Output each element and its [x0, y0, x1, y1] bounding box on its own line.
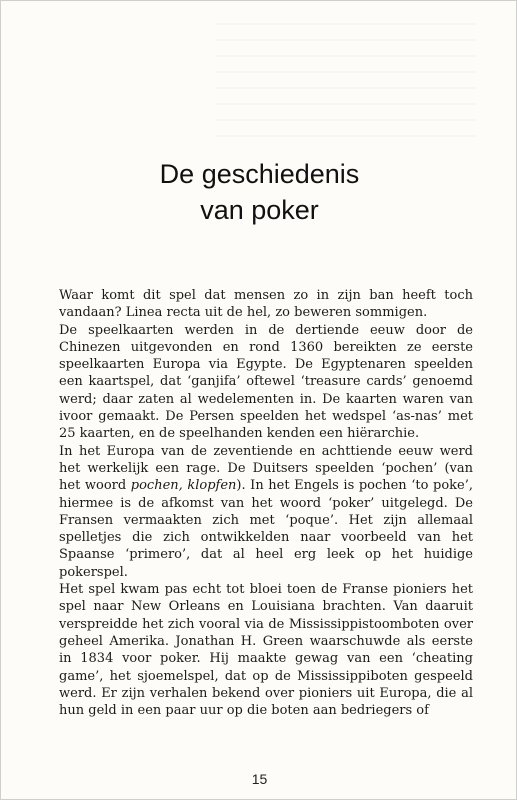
page-number: 15 — [251, 771, 268, 787]
paragraph-3-italic-term: pochen, klopfen — [130, 478, 237, 494]
chapter-title — [1, 156, 517, 228]
body-text — [59, 287, 473, 719]
chapter-title-line-2: van poker — [200, 195, 319, 225]
paragraph-2-text: De speelkaarten werden in de dertiende eeuw door de Chinezen uitgevonden en rond 1360 bereikten ze eerste speelkaarten Europa via Egypte. De Egyptenaren speelden een kaartspel, dat ‘ganjifa’ oftewel ‘treasure cards’ genoemd werd; daar zaten al wedelementen in. De kaarten waren van ivoor gemaakt. De Persen speelden het wedspel ‘as-nas’ met 25 kaarten, en de speelhanden kenden een hiërarchie. — [59, 322, 473, 442]
paragraph-4 — [59, 581, 473, 719]
bleed-through-text — [216, 23, 476, 143]
paragraph-1 — [59, 287, 473, 322]
paragraph-1-text: Waar komt dit spel dat mensen zo in zijn ban heeft toch vandaan? Linea recta uit de hel, zo beweren sommigen. — [59, 288, 473, 321]
paragraph-4-text: Het spel kwam pas echt tot bloei toen de Franse pioniers het spel naar New Orleans en Louisiana brachten. Van daaruit verspreidde het zich vooral via de Mississippistoomboten over geheel Amerika. Jonathan H. Green waarschuwde als eerste in 1834 voor poker. Hij maakte gewag van een ‘cheating game’, het sjoemelspel, dat op de Mississippiboten gespeeld werd. Er zijn verhalen bekend over pioniers uit Europa, die al hun geld in een paar uur op die boten aan bedriegers of — [59, 582, 473, 719]
paragraph-2 — [59, 322, 473, 443]
paragraph-3 — [59, 443, 473, 581]
chapter-title-line-1: De geschiedenis — [159, 159, 360, 189]
paragraph-3-text-b: ). In het Engels is pochen ‘to poke’, hiermee is de afkomst van het woord ‘poker’ uitgelegd. De Fransen vermaakten zich met ‘poque’. Het zijn allemaal spelletjes die zich ontwikkelden naar voorbeeld van het Spaanse ‘primero’, dat al heel erg leek op het huidige pokerspel. — [59, 478, 474, 580]
paragraph-3-text-a: In het Europa van de zeventiende en achttiende eeuw werd het werkelijk een rage. De Duitsers speelden ‘pochen’ (van het woord — [59, 443, 473, 494]
